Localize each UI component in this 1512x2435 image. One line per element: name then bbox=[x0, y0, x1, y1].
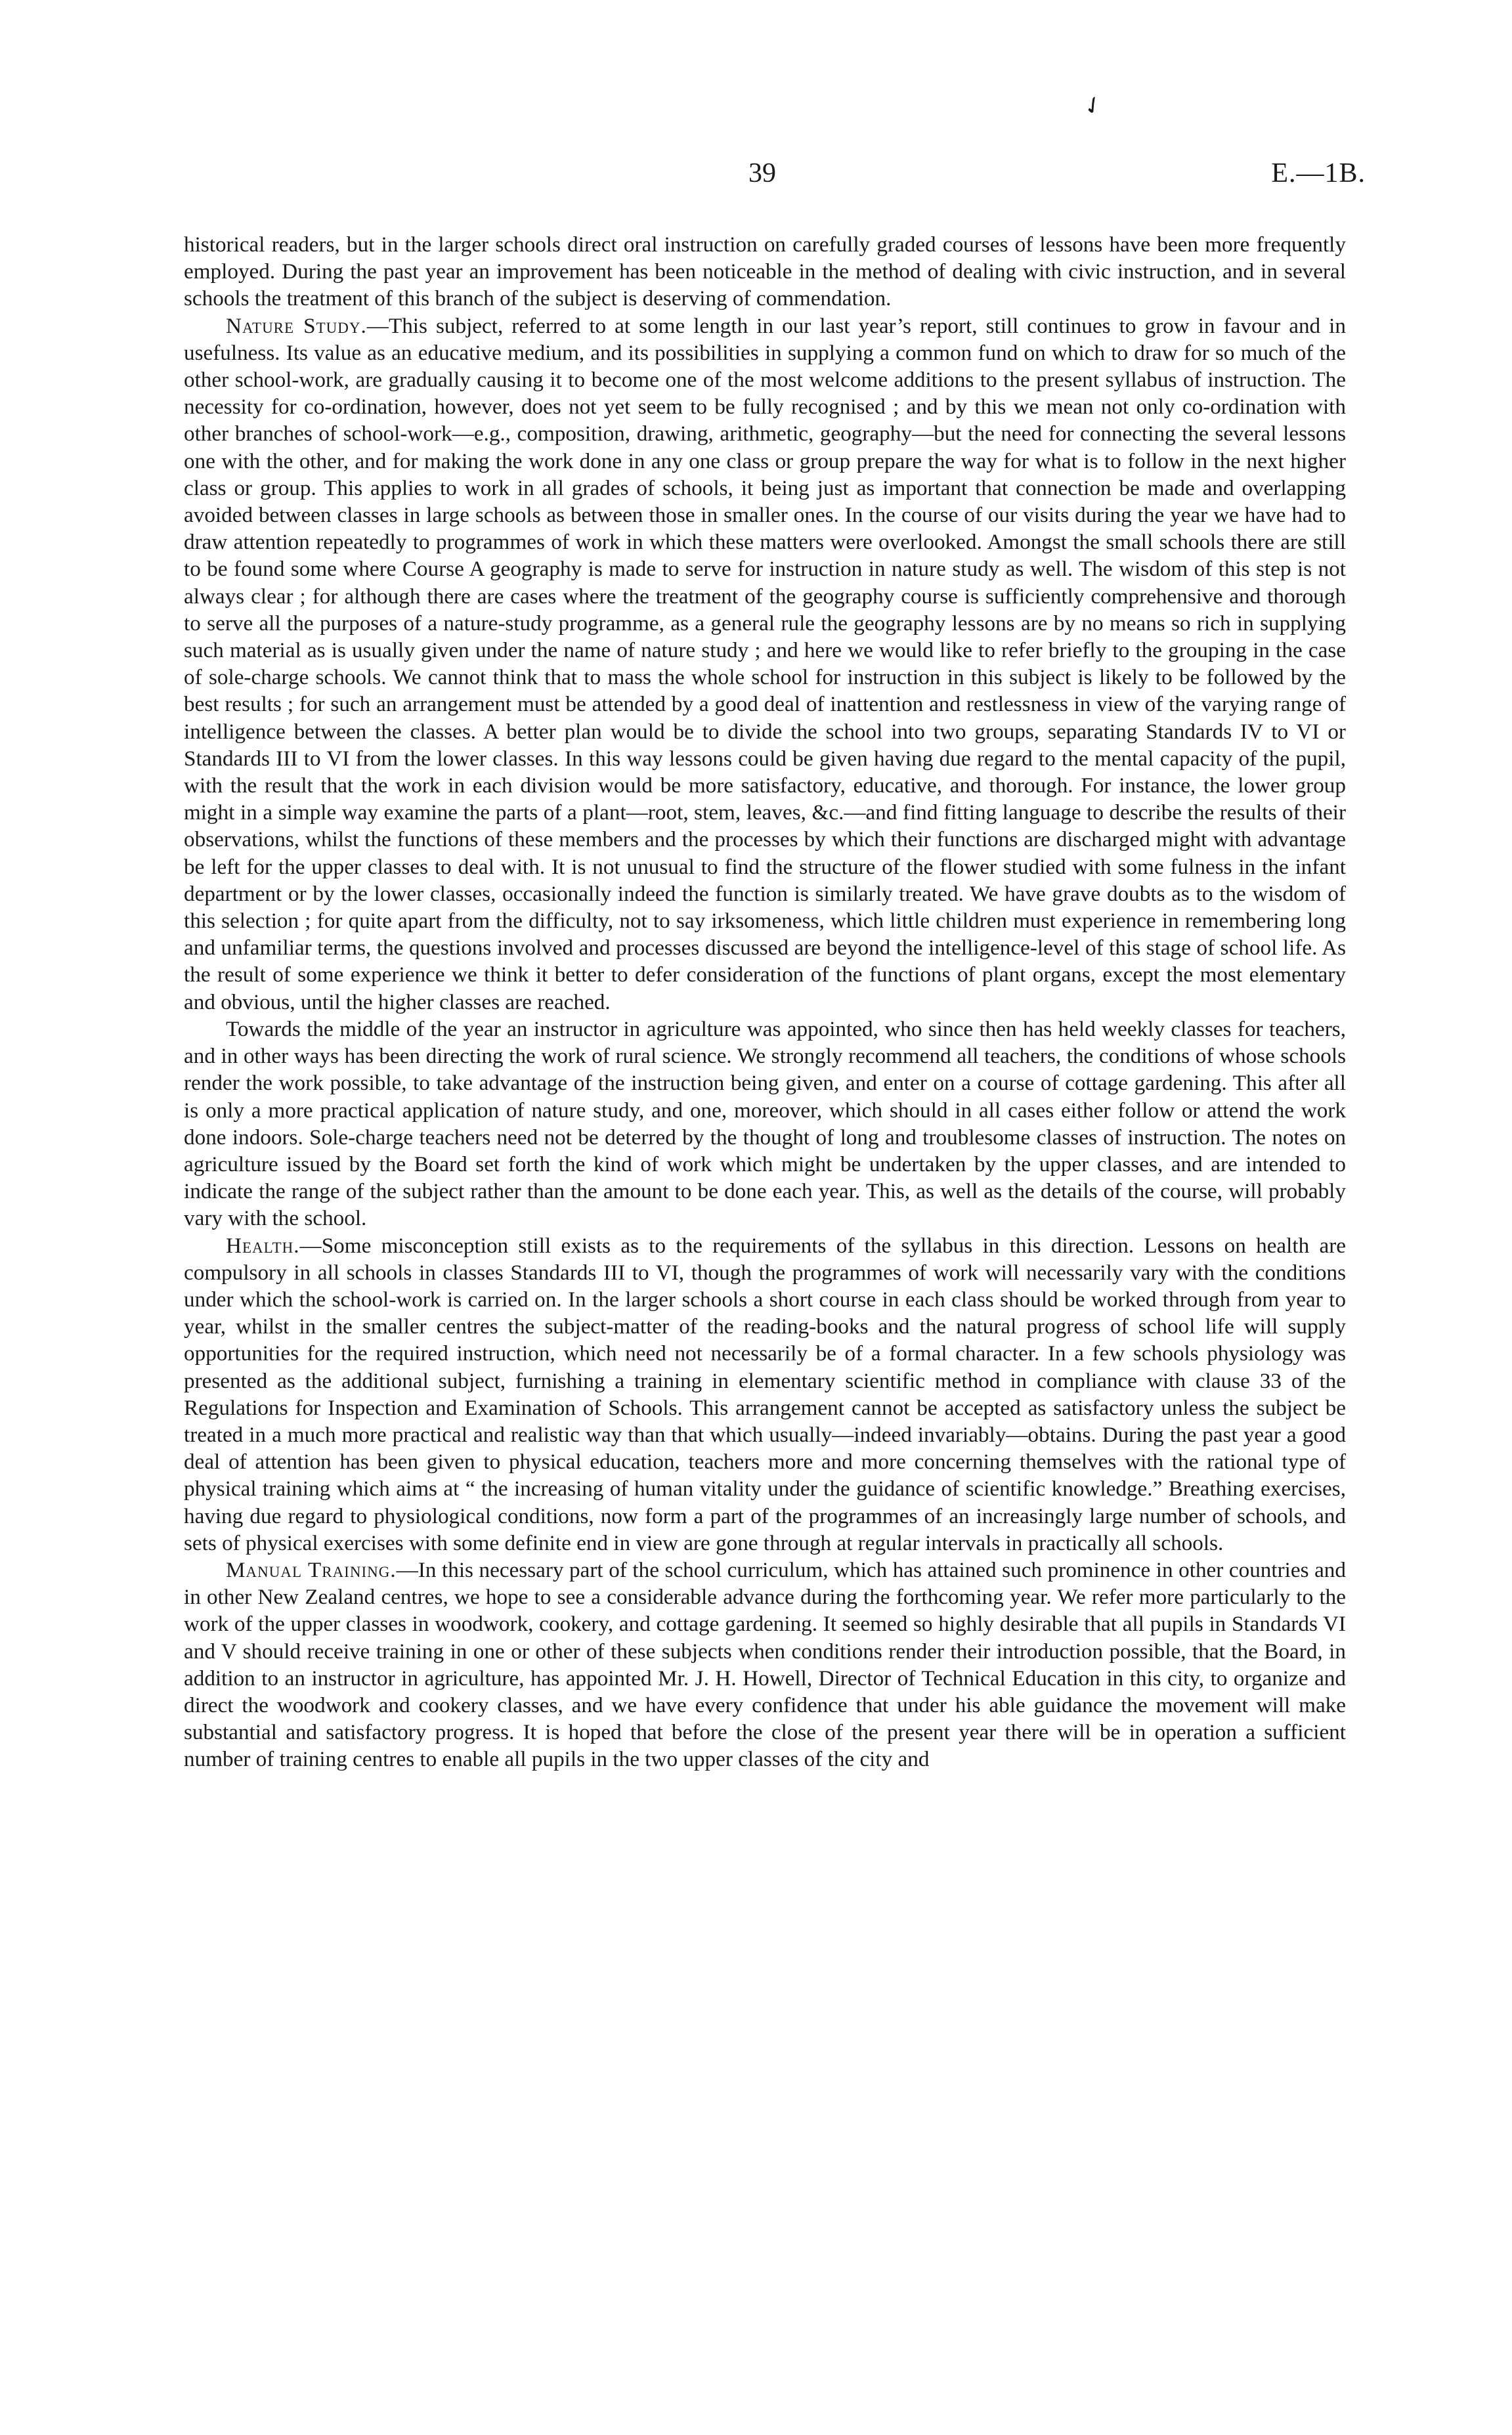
paragraph-civic-instruction bbox=[184, 231, 1346, 312]
paragraph-manual-training bbox=[184, 1557, 1346, 1773]
paragraph-health bbox=[184, 1232, 1346, 1557]
page-header bbox=[177, 158, 1366, 197]
section-heading-health: Health. bbox=[226, 1233, 300, 1258]
paragraph-text: —Some misconception still exists as to the requirements of the syllabus in this direction. Lessons on health are compulsory in all schools in classes Standards III to VI, though the programmes of work will necessarily vary with the conditions under which the school-work is carried on. In the larger schools a short course in each class should be worked through from year to year, whilst in the smaller centres the subject-matter of the reading-books and the natural progress of school life will supply opportunities for the required instruction, which need not necessarily be of a formal character. In a few schools physiology was presented as the additional subject, furnishing a training in elementary scientific method in compliance with clause 33 of the Regulations for Inspection and Examination of Schools. This arrangement cannot be accepted as satisfactory unless the subject be treated in a much more practical and realistic way than that which usually—indeed invariably—obtains. During the past year a good deal of attention has been given to physical education, teachers more and more concerning themselves with the rational type of physical training which aims at “ the increasing of human vitality under the guidance of scientific knowledge.” Breathing exercises, having due regard to physiological conditions, now form a part of the programmes of an increasingly large number of schools, and sets of physical exercises with some definite end in view are gone through at regular intervals in practically all schools. bbox=[184, 1233, 1346, 1555]
paragraph-nature-study bbox=[184, 312, 1346, 1016]
paragraph-text: Towards the middle of the year an instructor in agriculture was appointed, who since then has held weekly classes for teachers, and in other ways has been directing the work of rural science. We strongly recommend all teachers, the conditions of whose schools render the work possible, to take advantage of the instruction being given, and enter on a course of cottage gardening. This after all is only a more practical application of nature study, and one, moreover, which should in all cases either follow or attend the work done indoors. Sole-charge teachers need not be deterred by the thought of long and troublesome classes of instruction. The notes on agriculture issued by the Board set forth the kind of work which might be undertaken by the upper classes, and are intended to indicate the range of the subject rather than the amount to be done each year. This, as well as the details of the course, will probably vary with the school. bbox=[184, 1016, 1346, 1231]
paragraph-text: —This subject, referred to at some length in our last year’s report, still continues to grow in favour and in usefulness. Its value as an educative medium, and its possibilities in supplying a common fund on which to draw for so much of the other school-work, are gradually causing it to become one of the most welcome additions to the present syllabus of instruction. The necessity for co-ordination, however, does not yet seem to be fully recognised ; and by this we mean not only co-ordination with other branches of school-work—e.g., composition, drawing, arithmetic, geography—but the need for connecting the several lessons one with the other, and for making the work done in any one class or group prepare the way for what is to follow in the next higher class or group. This applies to work in all grades of schools, it being just as important that connection be made and overlapping avoided between classes in large schools as between those in smaller ones. In the course of our visits during the year we have had to draw attention repeatedly to programmes of work in which these matters were overlooked. Amongst the small schools there are still to be found some where Course A geography is made to serve for instruction in nature study as well. The wisdom of this step is not always clear ; for although there are cases where the treatment of the geography course is sufficiently comprehensive and thorough to serve all the purposes of a nature-study programme, as a general rule the geography lessons are by no means so rich in supplying such material as is usually given under the name of nature study ; and here we would like to refer briefly to the grouping in the case of sole-charge schools. We cannot think that to mass the whole school for instruction in this subject is likely to be followed by the best results ; for such an arrangement must be attended by a good deal of inattention and restlessness in view of the varying range of intelligence between the classes. A better plan would be to divide the school into two groups, separating Standards IV to VI or Standards III to VI from the lower classes. In this way lessons could be given having due regard to the mental capacity of the pupil, with the result that the work in each division would be more satisfactory, educative, and thorough. For instance, the lower group might in a simple way examine the parts of a plant—root, stem, leaves, &c.—and find fitting language to describe the results of their observations, whilst the functions of these members and the processes by which their functions are discharged might with advantage be left for the upper classes to deal with. It is not unusual to find the structure of the flower studied with some fulness in the infant department or by the lower classes, occasionally indeed the function is similarly treated. We have grave doubts as to the wisdom of this selection ; for quite apart from the difficulty, not to say irksomeness, which little children must experience in remembering long and unfamiliar terms, the questions involved and processes discussed are beyond the intelligence-level of this stage of school life. As the result of some experience we think it better to defer consideration of the functions of plant organs, except the most elementary and obvious, until the higher classes are reached. bbox=[184, 313, 1346, 1014]
body-text bbox=[184, 231, 1346, 1773]
page-number: 39 bbox=[748, 158, 776, 188]
pen-mark: ✓ bbox=[1078, 89, 1109, 122]
paragraph-agriculture bbox=[184, 1016, 1346, 1232]
paragraph-text: historical readers, but in the larger schools direct oral instruction on carefully graded courses of lessons have been more frequently employed. During the past year an improvement has been noticeable in the method of dealing with civic instruction, and in several schools the treatment of this branch of the subject is deserving of commendation. bbox=[184, 232, 1346, 311]
section-heading-manual-training: Manual Training. bbox=[226, 1557, 397, 1582]
paragraph-text: —In this necessary part of the school curriculum, which has attained such prominence in other countries and in other New Zealand centres, we hope to see a considerable advance during the forthcoming year. We refer more particularly to the work of the upper classes in woodwork, cookery, and cottage gardening. It seemed so highly desirable that all pupils in Standards VI and V should receive training in one or other of these subjects when conditions render their introduction possible, that the Board, in addition to an instructor in agriculture, has appointed Mr. J. H. Howell, Director of Technical Education in this city, to organize and direct the woodwork and cookery classes, and we have every confidence that under his able guidance the movement will make substantial and satisfactory progress. It is hoped that before the close of the present year there will be in operation a sufficient number of training centres to enable all pupils in the two upper classes of the city and bbox=[184, 1557, 1346, 1772]
document-reference: E.—1B. bbox=[1271, 158, 1366, 188]
section-heading-nature-study: Nature Study. bbox=[226, 313, 367, 338]
